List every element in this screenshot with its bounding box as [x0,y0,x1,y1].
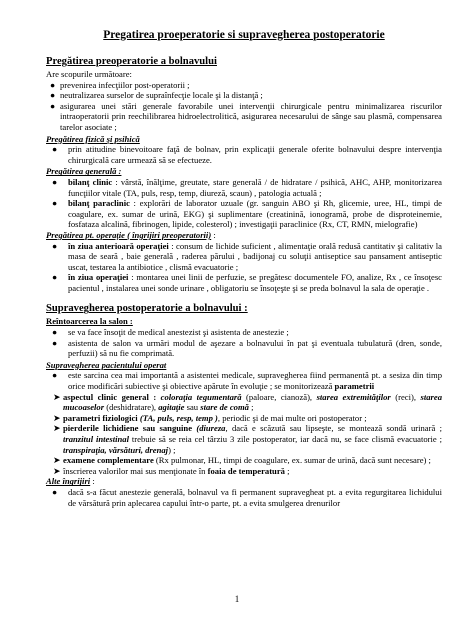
list-item [46,392,442,413]
text-segment: ; [284,465,290,476]
subheading-fizica: Pregătirea fizică şi psihică [46,133,140,144]
ziua-operatiei-label: în ziua operaţiei [68,272,129,283]
foaia-temperatura-label: foaia de temperatură [207,465,285,476]
bullet-icon: ● [52,144,58,155]
list-item-text [68,272,442,293]
text-segment: ) ; [168,444,176,455]
subheading-reintoarcere: Reîntoarcerea la salon : [46,316,133,327]
subheading-supraveghere: Supravegherea pacientului operat [46,359,167,370]
list-item [46,241,442,273]
transpiratia-label: transpiraţia, vărsături, drenaj [63,444,169,455]
bullet-icon: ● [50,90,56,101]
bullet-icon: ● [50,100,56,111]
arrow-right-icon: ➤ [53,423,61,434]
list-item-text [63,455,442,466]
list-item-text: asistenta de salon va urmări modul de aşezare a bolnavului în pat şi eventuala tubulatură (dren, sonde, perfuzii) să nu fie comprimată. [68,337,442,359]
subheading-operatie-row [46,230,442,241]
list-item [46,338,442,359]
section-heading-postop: Supravegherea postoperatorie a bolnavului : [46,303,248,315]
section-heading-preop: Pregătirea preoperatorie a bolnavului [46,56,217,67]
list-item-text [68,177,442,198]
bullet-icon: ● [50,79,56,90]
document-title: Pregatirea proeperatorie si supravegherea postoperatorie [103,29,385,41]
arrow-right-icon: ➤ [53,391,61,402]
list-item-text [63,423,442,455]
text-segment: ; [248,402,254,413]
list-item [46,177,442,198]
text-segment: (deshidratare), [104,402,159,413]
list-item-text: dacă s-a făcut anestezie generală, bolnavul va fi permanent supravegheat pt. a evita regurgitarea lichidului de vărsătură prin aplecarea capului într-o parte, pt. a evita smulgerea drenurilor [68,486,442,508]
list-item-text [63,392,442,413]
text-segment: trebuie să se reia cel târziu 3 zile postoperator, iar dacă nu, se face clismă evacuatorie ; [128,434,443,444]
list-item [46,370,442,391]
bullet-icon: ● [52,240,58,251]
ziua-anterioara-text: : consum de lichide suficient , alimentaţie orală redusă cantitativ şi calitativ la masa de seară , baie generală , raderea părului , badijonaj cu soluţii antiseptice sau pansament antiseptic uscat, testarea la antibiotice , clismă evacuatorie ; [68,240,442,272]
bullet-icon: ● [52,176,58,187]
bilant-paraclinic-label: bilanţ paraclinic [68,198,130,209]
supraveghere-text: este sarcina cea mai importantă a asistentei medicale, supravegherea fiind permanentă pt. a sesiza din timp orice modificări subiective şi obiective apărute în evoluţie ; se monitorizează [68,370,442,392]
list-item [46,466,442,477]
list-item-text [68,370,442,391]
bilant-paraclinic-text: : explorări de laborator uzuale (gr. sanguin ABO şi Rh, glicemie, uree, HL, timpi de coagulare, ex. sumar de urină, EKG) şi suplimentare (creatinină, ionogramă, probe de disproteinemie, fosfataza alcalină, fibrinogen, lipide, colesterol) ; investigaţii paraclinice (Rx, CT, RMN, mielografie) [68,198,442,230]
parametrii-label: parametrii [334,381,375,392]
text-segment: , periodic şi de mai multe ori postoperator ; [217,412,367,423]
list-item-text: prin atitudine binevoitoare faţă de bolnav, prin explicaţii generale oferite bolnavului despre intervenţia chirurgicală care urmează să se efectueze. [68,144,442,165]
list-item-text [68,198,442,230]
pierderi-label: pierderile lichidiene sau sanguine [63,423,193,434]
bullet-icon: ● [52,370,58,381]
text-segment: (reci), [390,391,421,402]
list-item [46,327,442,338]
list-item-text: neutralizarea surselor de supraînfecţie locale şi la distanţă ; [60,90,263,101]
parametri-fiziologici-label: parametri fiziologici [63,412,140,423]
list-item [46,455,442,466]
list-item [46,90,442,101]
aspect-clinic-label: aspectul clinic general : [63,391,161,402]
bilant-clinic-label: bilanţ clinic [68,176,113,187]
text-segment: înscrierea valorilor mai sus menţionate în [63,465,208,476]
text-segment: , dacă e scăzută sau lipseşte, se montează sondă urinară ; [225,423,442,434]
list-item [46,198,442,230]
list-item-text [63,466,442,477]
list-item [46,413,442,424]
bilant-clinic-text: : vârstă, înălţime, greutate, stare generală / de hidratare / psihică, AHC, AHP, monitorizarea funcţiilor vitale (TA, puls, resp, temp, diureză, scaun) , patologia actuală ; [68,176,442,198]
bullet-icon: ● [52,198,58,209]
subheading-generala: Pregătirea generală : [46,166,122,177]
subheading-alte-row [46,476,442,487]
coma-label: stare de comă [200,402,249,413]
arrow-right-icon: ➤ [53,465,61,476]
agitatie-label: agitaţie [158,402,185,413]
list-item [46,80,442,91]
mucoase-label: starea mucoaselor [63,391,442,413]
vitals-label: (TA, puls, resp, temp ) [139,412,218,423]
list-item [46,487,442,508]
subheading-operatie: Pregătirea pt. operaţie ( îngrijiri preoperatorii) [46,229,212,240]
subheading-alte: Alte îngrijiri [46,476,91,487]
list-item-text [68,241,442,273]
examene-label: examene complementare [63,455,154,466]
extremitati-label: starea extremităţilor [316,391,391,402]
list-item [46,272,442,293]
diureza-label: (diureza [192,423,226,434]
list-item-text [63,413,442,424]
list-item [46,144,442,165]
arrow-right-icon: ➤ [53,455,61,466]
list-item [46,101,442,133]
list-item-text: asigurarea unei stări generale favorabile unei intervenţii chirurgicale pentru minimalizarea riscurilor intraoperatorii prin reechilibrarea hidroelectrolitică, asigurarea necesarului de sânge sau plasmă, compensarea tarelor asociate ; [60,100,442,132]
subheading-operatie-tail: : [211,229,216,240]
list-item-text: prevenirea infecţiilor post-operatorii ; [60,79,190,90]
text-segment: sau [184,402,201,413]
coloratia-label: coloraţia tegumentară [160,391,242,402]
ziua-operatiei-text: : montarea unei linii de perfuzie, se pregătesc documentele FO, analize, Rx , ce însoţesc pacientul , instalarea unei sonde urinare , obligatoriu se însoţeşte şi se preda bolnavul la sala de operaţie . [68,272,442,293]
text-segment: (Rx pulmonar, HL, timpi de coagulare, ex. sumar de urină, dacă sunt necesare) ; [153,455,431,466]
page-number: 1 [234,594,240,604]
bullet-icon: ● [52,337,58,348]
ziua-anterioara-label: în ziua anterioară operaţiei [68,240,169,251]
subheading-alte-tail: : [90,476,95,487]
list-item-text: se va face însoţit de medical anestezist şi asistenta de anestezie ; [68,327,289,338]
bullet-icon: ● [52,486,58,497]
intro-text: Are scopurile următoare: [46,69,132,79]
list-item [46,423,442,455]
bullet-icon: ● [52,272,58,283]
arrow-right-icon: ➤ [53,412,61,423]
text-segment: (paloare, cianoză), [241,391,317,402]
bullet-icon: ● [52,327,58,338]
tranzit-label: tranzitul intestinal [63,434,129,444]
